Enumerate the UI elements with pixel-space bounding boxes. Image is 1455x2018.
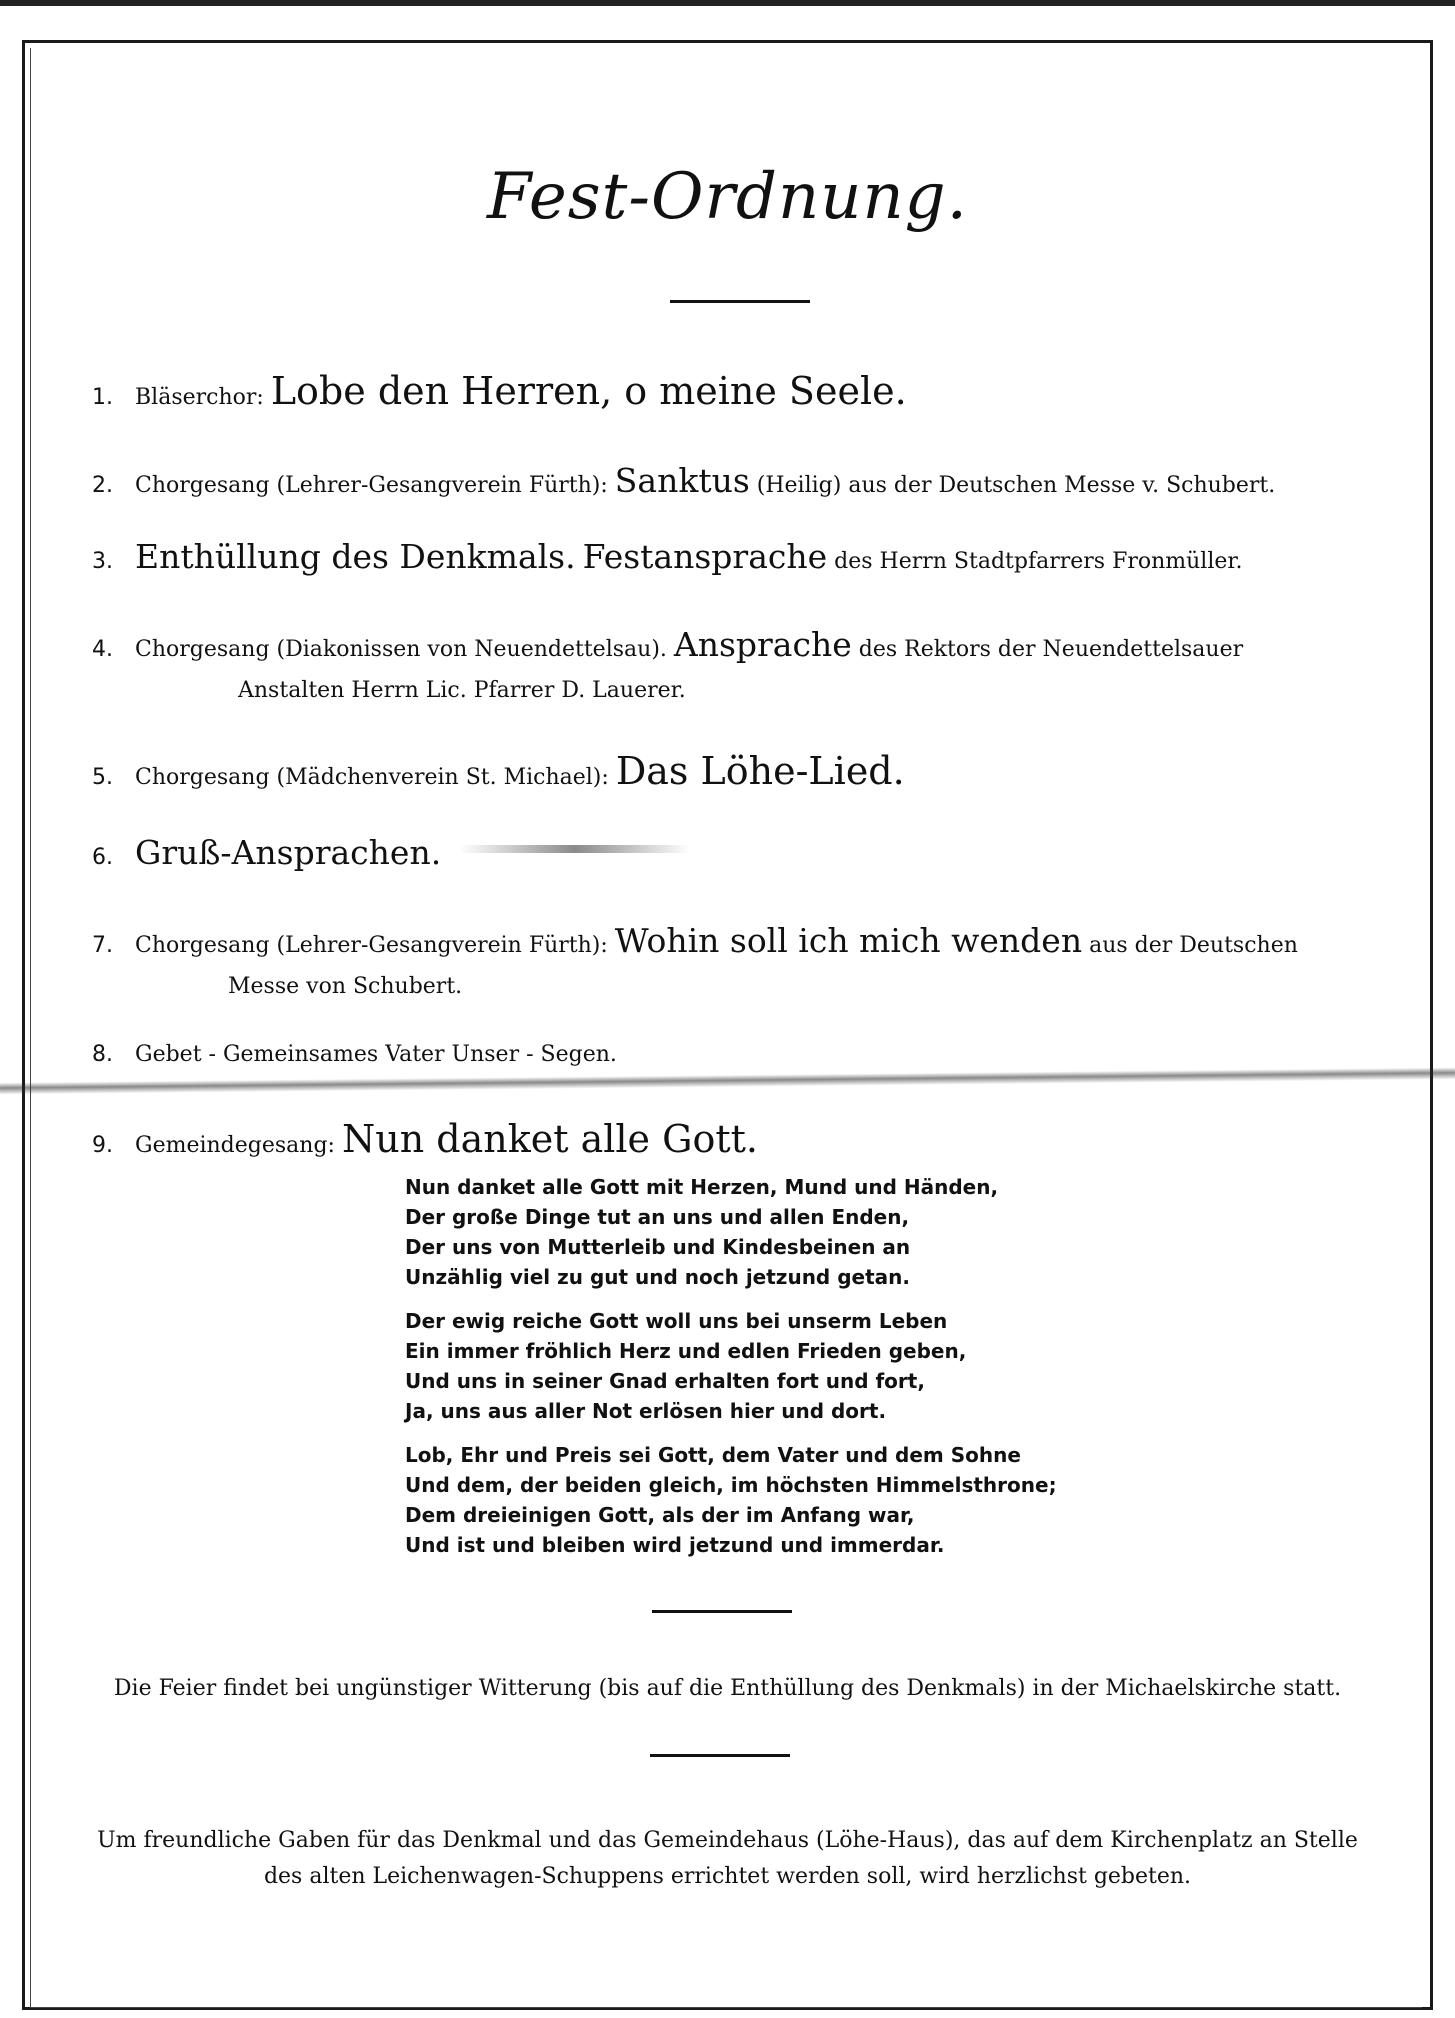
item-number: 1. xyxy=(92,385,113,410)
ink-smudge xyxy=(460,845,690,853)
program-item-7 xyxy=(92,921,1412,960)
item-number: 4. xyxy=(92,637,113,662)
program-item-8 xyxy=(92,1044,1412,1066)
hymn-line: Und uns in seiner Gnad erhalten fort und fort, xyxy=(405,1369,925,1393)
item-title: Ansprache xyxy=(673,625,852,664)
item-number: 3. xyxy=(92,549,113,574)
hymn-line: Lob, Ehr und Preis sei Gott, dem Vater und dem Sohne xyxy=(405,1443,1021,1467)
item-label: Bläserchor: xyxy=(135,385,264,410)
hymn-line: Unzählig viel zu gut und noch jetzund getan. xyxy=(405,1265,910,1289)
item-number: 7. xyxy=(92,933,113,958)
title-divider xyxy=(670,300,810,303)
item-detail: des Herrn Stadtpfarrers Fronmüller. xyxy=(834,549,1243,574)
program-item-7-continuation: Messe von Schubert. xyxy=(228,974,463,999)
item-label: Chorgesang (Diakonissen von Neuendettelsau). xyxy=(135,637,667,662)
item-detail: aus der Deutschen xyxy=(1089,933,1298,958)
hymn-line: Und dem, der beiden gleich, im höchsten Himmelsthrone; xyxy=(405,1473,1057,1497)
hymn-line: Ja, uns aus aller Not erlösen hier und dort. xyxy=(405,1399,887,1423)
item-label: Chorgesang (Mädchenverein St. Michael): xyxy=(135,765,609,790)
weather-note: Die Feier findet bei ungünstiger Witterung (bis auf die Enthüllung des Denkmals) in der Michaelskirche statt. xyxy=(113,1676,1342,1701)
item-label: Gemeindegesang: xyxy=(135,1133,335,1158)
hymn-text xyxy=(405,1172,1105,1574)
donation-note-line-1: Um freundliche Gaben für das Denkmal und das Gemeindehaus (Löhe-Haus), das auf dem Kirchenplatz an Stelle xyxy=(97,1828,1358,1853)
item-detail: des Rektors der Neuendettelsauer xyxy=(858,637,1244,662)
item-number: 2. xyxy=(92,473,113,498)
program-item-4-continuation: Anstalten Herrn Lic. Pfarrer D. Lauerer. xyxy=(238,678,686,703)
hymn-line: Ein immer fröhlich Herz und edlen Frieden geben, xyxy=(405,1339,967,1363)
hymn-stanza-3 xyxy=(405,1440,1105,1560)
hymn-line: Nun danket alle Gott mit Herzen, Mund und Händen, xyxy=(405,1175,999,1199)
page-title: Fest-Ordnung. xyxy=(487,160,968,234)
page-frame-inner xyxy=(30,48,1422,2008)
item-detail: (Heilig) aus der Deutschen Messe v. Schubert. xyxy=(756,473,1276,498)
divider-after-weather-note xyxy=(650,1754,790,1757)
item-label: Chorgesang (Lehrer-Gesangverein Fürth): xyxy=(135,473,608,498)
divider-after-hymn xyxy=(652,1610,792,1613)
program-item-6 xyxy=(92,833,1412,872)
program-item-1 xyxy=(92,369,1412,413)
item-number: 5. xyxy=(92,765,113,790)
hymn-line: Der ewig reiche Gott woll uns bei unserm Leben xyxy=(405,1309,948,1333)
item-label: Chorgesang (Lehrer-Gesangverein Fürth): xyxy=(135,933,608,958)
item-number: 6. xyxy=(92,845,113,870)
program-item-5 xyxy=(92,749,1412,793)
hymn-stanza-1 xyxy=(405,1172,1105,1292)
program-item-2 xyxy=(92,461,1412,500)
item-label: Gebet - Gemeinsames Vater Unser - Segen. xyxy=(135,1042,617,1067)
item-title: Lobe den Herren, o meine Seele. xyxy=(270,369,907,413)
item-title: Enthüllung des Denkmals. xyxy=(135,537,576,576)
hymn-line: Dem dreieinigen Gott, als der im Anfang war, xyxy=(405,1503,915,1527)
item-number: 9. xyxy=(92,1133,113,1158)
donation-note-line-2: des alten Leichenwagen-Schuppens errichtet werden soll, wird herzlichst gebeten. xyxy=(263,1864,1192,1889)
program-item-4 xyxy=(92,625,1412,664)
hymn-stanza-2 xyxy=(405,1306,1105,1426)
hymn-line: Der uns von Mutterleib und Kindesbeinen an xyxy=(405,1235,911,1259)
item-number: 8. xyxy=(92,1042,113,1067)
top-border-line xyxy=(0,0,1455,6)
item-title: Das Löhe-Lied. xyxy=(615,749,905,793)
item-title: Wohin soll ich mich wenden xyxy=(614,921,1083,960)
program-item-3 xyxy=(92,537,1412,576)
item-title: Gruß-Ansprachen. xyxy=(135,833,442,872)
item-title-2: Festansprache xyxy=(582,537,828,576)
hymn-line: Der große Dinge tut an uns und allen Enden, xyxy=(405,1205,910,1229)
item-title: Nun danket alle Gott. xyxy=(341,1117,758,1161)
program-item-9 xyxy=(92,1117,1412,1161)
hymn-line: Und ist und bleiben wird jetzund und immerdar. xyxy=(405,1533,945,1557)
item-title: Sanktus xyxy=(614,461,750,500)
